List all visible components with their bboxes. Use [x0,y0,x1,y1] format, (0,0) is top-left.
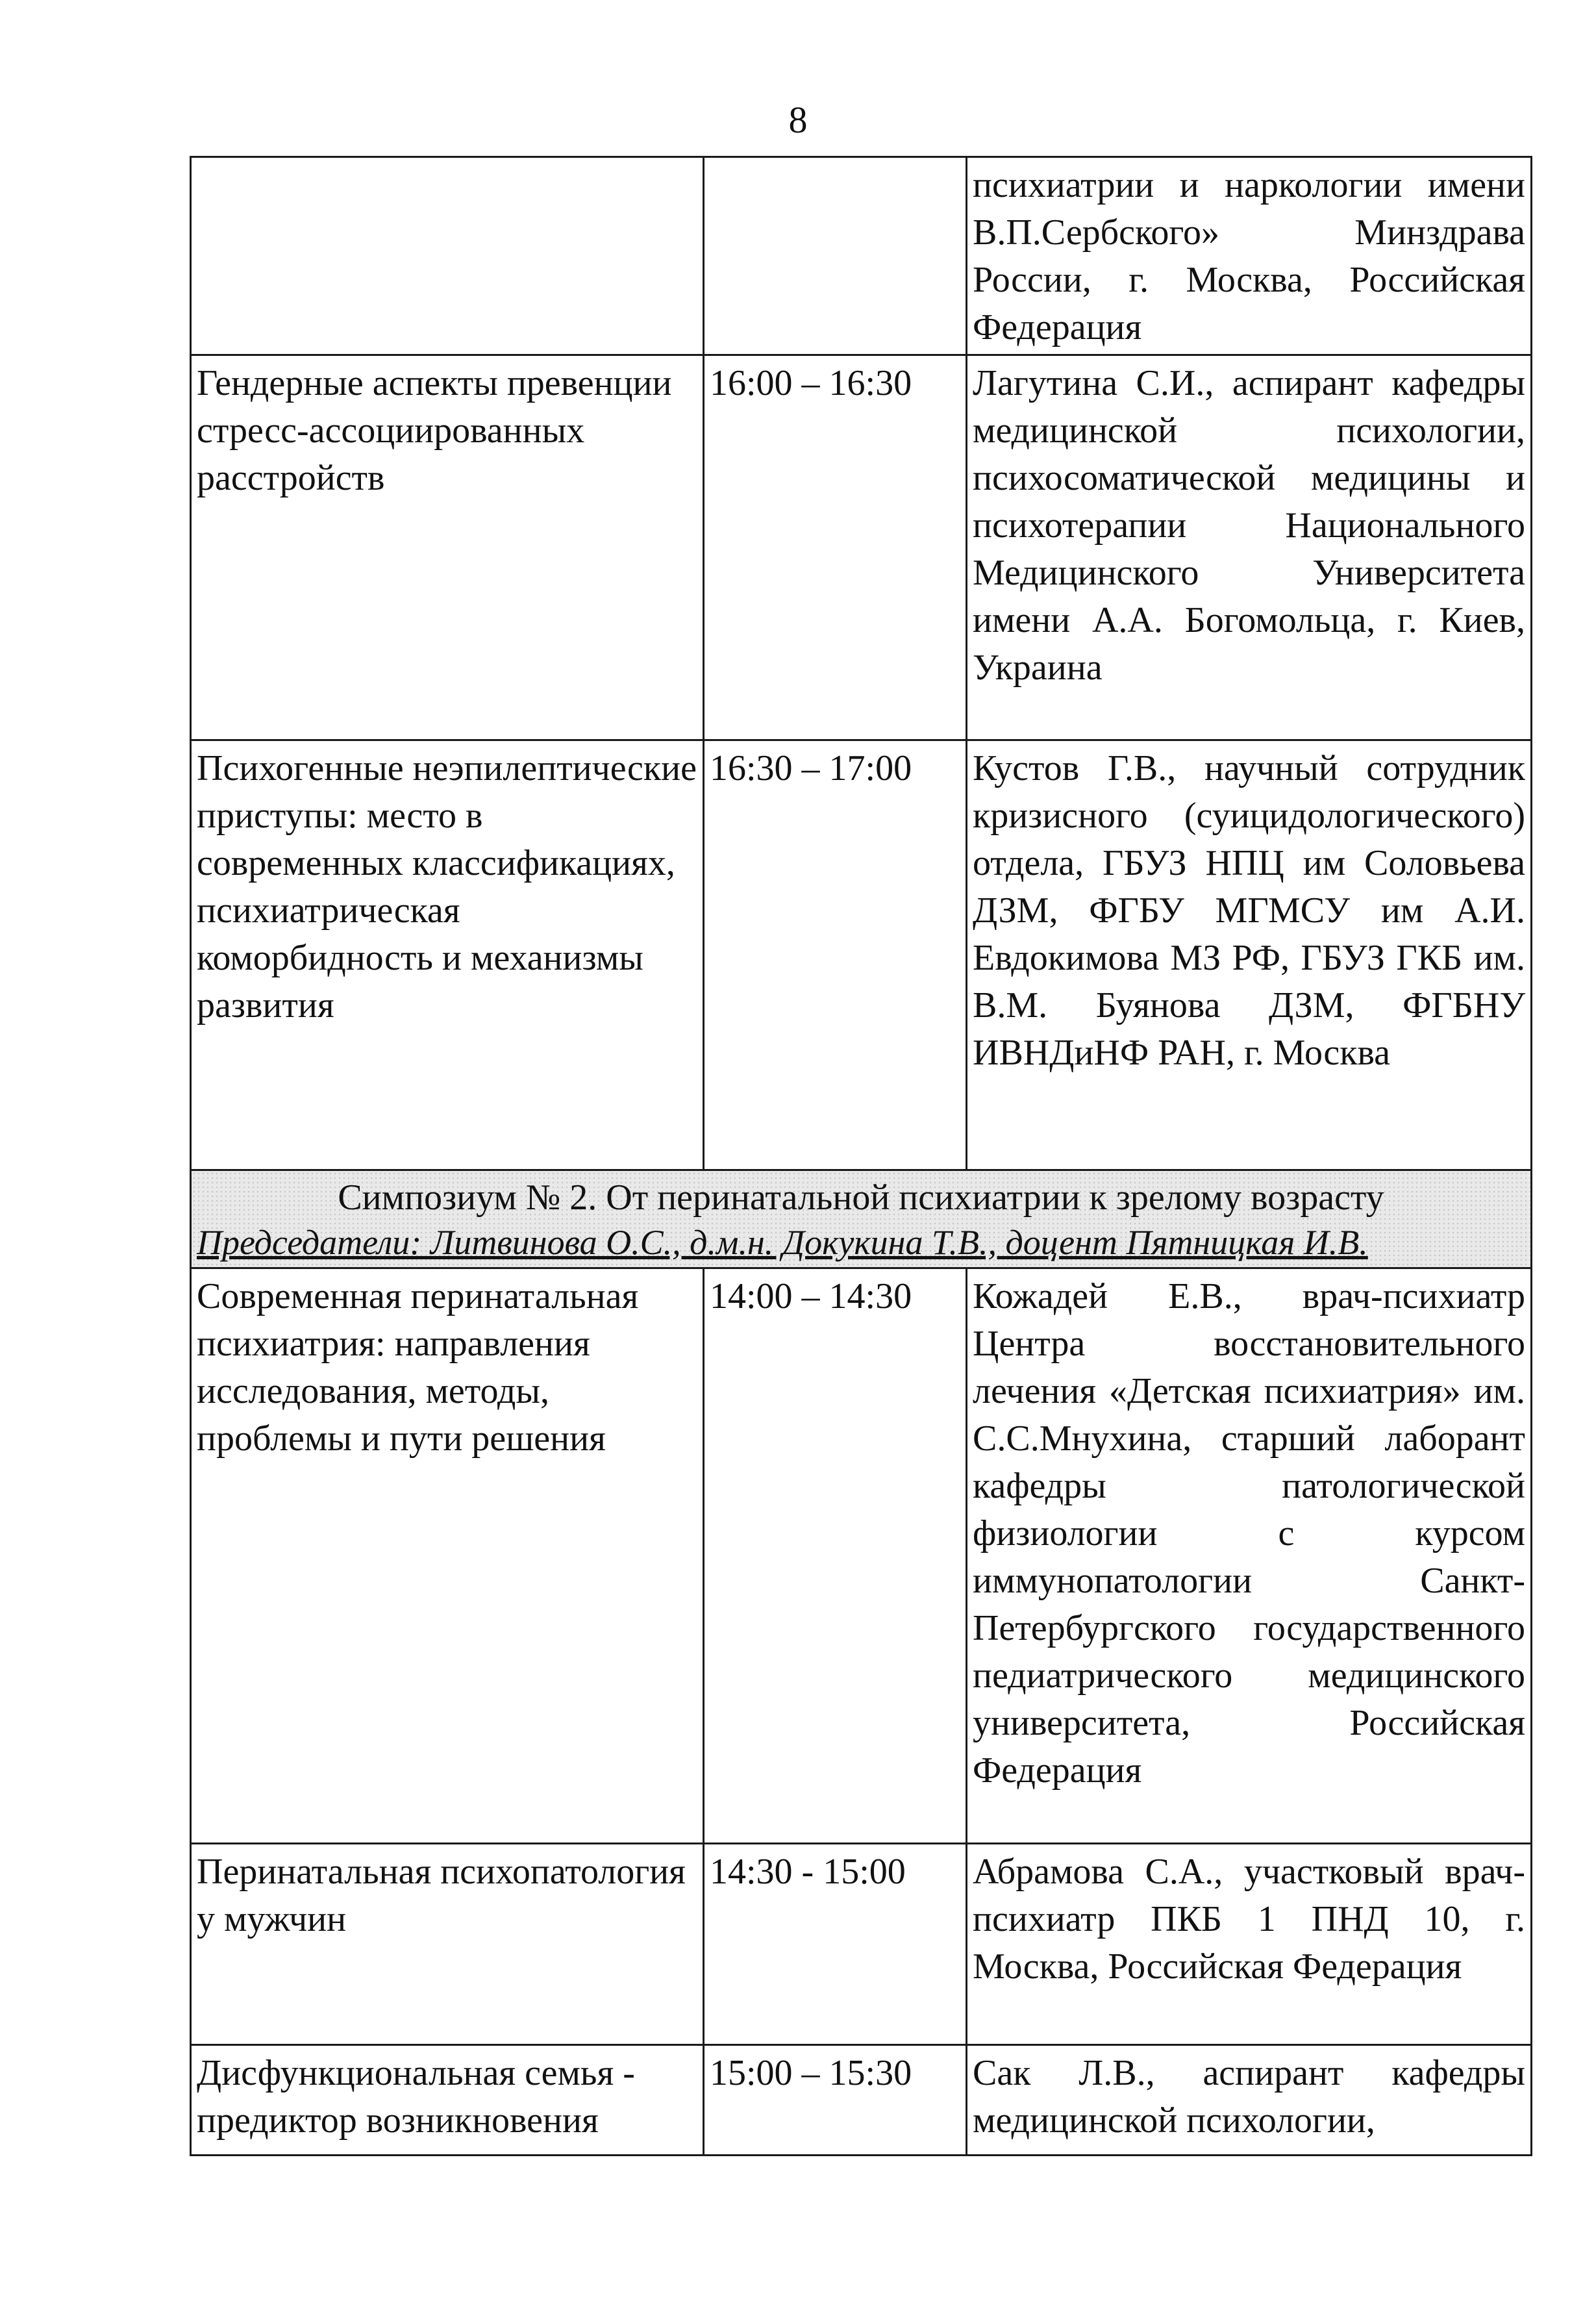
talk-time: 14:30 - 15:00 [704,1844,967,2045]
talk-topic [191,157,704,355]
talk-speaker: Кустов Г.В., научный сотрудник кризисного (суицидологического) отдела, ГБУЗ НПЦ им Соловьева ДЗМ, ФГБУ МГМСУ им А.И. Евдокимова МЗ РФ, ГБУЗ ГКБ им. В.М. Буянова ДЗМ, ФГБНУ ИВНДиНФ РАН, г. Москва [967,740,1532,1170]
symposium-title: Симпозиум № 2. От перинатальной психиатрии к зрелому возрасту [338,1177,1384,1218]
table-row [191,740,1532,1170]
talk-topic: Современная перинатальная психиатрия: направления исследования, методы, проблемы и пути решения [191,1268,704,1844]
symposium-chairs: Председатели: Литвинова О.С., д.м.н. Докукина Т.В., доцент Пятницкая И.В. [197,1223,1368,1262]
talk-time: 16:30 – 17:00 [704,740,967,1170]
talk-topic: Гендерные аспекты превенции стресс-ассоциированных расстройств [191,355,704,740]
talk-speaker: Абрамова С.А., участковый врач-психиатр ПКБ 1 ПНД 10, г. Москва, Российская Федерация [967,1844,1532,2045]
symposium-header [191,1170,1532,1268]
symposium-header-row [191,1170,1532,1268]
program-table [190,156,1532,2156]
table-row [191,1844,1532,2045]
talk-topic: Перинатальная психопатология у мужчин [191,1844,704,2045]
talk-time [704,157,967,355]
talk-topic: Психогенные неэпилептические приступы: место в современных классификациях, психиатрическая коморбидность и механизмы развития [191,740,704,1170]
talk-speaker: психиатрии и наркологии имени В.П.Сербского» Минздрава России, г. Москва, Российская Федерация [967,157,1532,355]
talk-time: 14:00 – 14:30 [704,1268,967,1844]
table-row [191,2045,1532,2156]
talk-speaker: Лагутина С.И., аспирант кафедры медицинской психологии, психосоматической медицины и психотерапии Национального Медицинского Университета имени А.А. Богомольца, г. Киев, Украина [967,355,1532,740]
page-number: 8 [788,99,808,141]
table-row [191,355,1532,740]
talk-speaker: Сак Л.В., аспирант кафедры медицинской психологии, [967,2045,1532,2156]
talk-topic: Дисфункциональная семья - предиктор возникновения [191,2045,704,2156]
table-row [191,1268,1532,1844]
table-row [191,157,1532,355]
talk-time: 16:00 – 16:30 [704,355,967,740]
talk-speaker: Кожадей Е.В., врач-психиатр Центра восстановительного лечения «Детская психиатрия» им. С.С.Мнухина, старший лаборант кафедры патологической физиологии с курсом иммунопатологии Санкт-Петербургского государственного педиатрического медицинского университета, Российская Федерация [967,1268,1532,1844]
talk-time: 15:00 – 15:30 [704,2045,967,2156]
